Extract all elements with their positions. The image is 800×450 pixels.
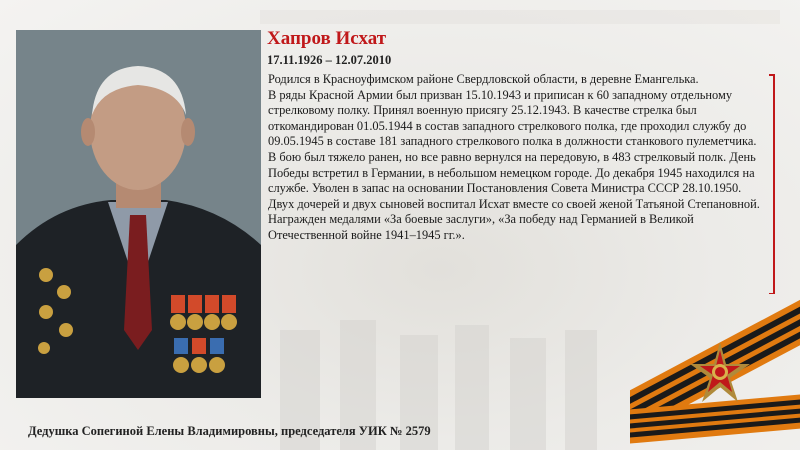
- photo-caption: Дедушка Сопегиной Елены Владимировны, председателя УИК № 2579: [28, 424, 431, 438]
- biography: [268, 72, 773, 244]
- bio-paragraph: Родился в Красноуфимском районе Свердловской области, в деревне Емангелька.: [268, 72, 699, 86]
- bio-paragraph: Двух дочерей и двух сыновей воспитал Исхат вместе со своей женой Татьяной Степановной.: [268, 196, 760, 211]
- bracket-line: [773, 74, 775, 294]
- person-name: Хапров Исхат: [267, 28, 387, 49]
- order-patriotic-war-icon: [688, 340, 752, 404]
- veteran-portrait-icon: [16, 30, 261, 398]
- person-dates: 17.11.1926 – 12.07.2010: [267, 53, 392, 67]
- bio-paragraph: В ряды Красной Армии был призван 15.10.1943 и приписан к 60 западному отдельному стрелковому полку. Принял военную присягу 25.12.1943. В качестве стрелка был откомандирован 01.05.1944 в состав западного стрелкового полка, где проходил службу до 09.05.1945 в составе 181 западного стрелкового полка в должности станкового пулеметчика.: [268, 87, 757, 149]
- portrait-photo: [16, 30, 261, 398]
- bio-paragraph: Награжден медалями «За боевые заслуги», «За победу над Германией в Великой Отечественной войне 1941–1945 гг.».: [268, 212, 694, 242]
- bio-paragraph: В бою был тяжело ранен, но все равно вернулся на передовую, в 483 стрелковый полк. День Победы встретил в Германии, в небольшом немецком городе. До декабря 1945 находился на службе. Уволен в запас на основании Постановления Совета Министра СССР 28.10.1950.: [268, 149, 756, 196]
